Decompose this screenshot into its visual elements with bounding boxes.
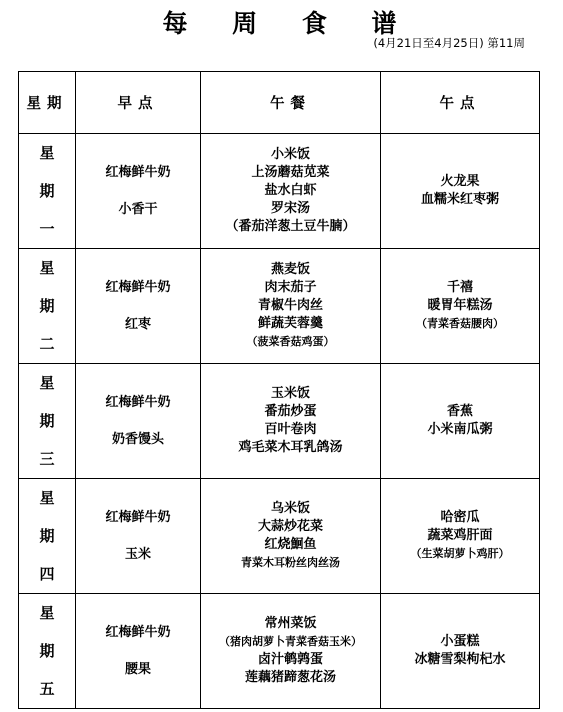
breakfast-cell bbox=[76, 364, 201, 479]
snack-item: （生菜胡萝卜鸡肝） bbox=[410, 547, 510, 560]
lunch-item: 鲜蔬芙蓉羹 bbox=[257, 316, 323, 331]
breakfast-item: 红梅鲜牛奶 bbox=[105, 395, 171, 410]
weekday-char: 期 bbox=[39, 412, 55, 430]
lunch-item: 红烧鮰鱼 bbox=[264, 537, 317, 552]
breakfast-item: 腰果 bbox=[124, 662, 151, 677]
snack-item: 血糯米红枣粥 bbox=[420, 192, 499, 207]
weekly-menu-table bbox=[18, 71, 540, 709]
column-header-weekday: 星期 bbox=[19, 72, 76, 134]
breakfast-item: 红梅鲜牛奶 bbox=[105, 165, 171, 180]
snack-item: 小米南瓜粥 bbox=[427, 422, 493, 437]
snack-item: 暖胃年糕汤 bbox=[427, 298, 493, 313]
breakfast-item: 红梅鲜牛奶 bbox=[105, 625, 171, 640]
column-header-breakfast: 早点 bbox=[76, 72, 201, 134]
weekday-cell bbox=[19, 364, 76, 479]
weekday-char: 期 bbox=[39, 182, 55, 200]
lunch-item: 玉米饭 bbox=[270, 386, 310, 401]
lunch-item: 大蒜炒花菜 bbox=[257, 519, 323, 534]
lunch-item: 常州菜饭 bbox=[264, 616, 317, 631]
snack-item: （青菜香菇腰肉） bbox=[416, 317, 504, 330]
lunch-cell bbox=[201, 134, 381, 249]
snack-cell bbox=[381, 134, 540, 249]
header-row bbox=[19, 72, 540, 134]
date-range-subtitle bbox=[373, 35, 525, 51]
column-header-snack: 午点 bbox=[381, 72, 540, 134]
lunch-item: 青菜木耳粉丝肉丝汤 bbox=[241, 556, 340, 569]
weekday-char: 五 bbox=[39, 680, 55, 698]
lunch-cell bbox=[201, 249, 381, 364]
snack-item: 火龙果 bbox=[440, 174, 480, 189]
lunch-item: （番茄洋葱土豆牛腩） bbox=[225, 219, 356, 234]
lunch-item: 小米饭 bbox=[270, 147, 310, 162]
weekday-char: 星 bbox=[39, 374, 55, 392]
day-row bbox=[19, 249, 540, 364]
breakfast-cell bbox=[76, 479, 201, 594]
weekday-char: 期 bbox=[39, 527, 55, 545]
snack-cell bbox=[381, 249, 540, 364]
lunch-item: 莲藕猪蹄葱花汤 bbox=[244, 670, 336, 685]
breakfast-item: 红梅鲜牛奶 bbox=[105, 510, 171, 525]
day-row bbox=[19, 364, 540, 479]
snack-cell bbox=[381, 364, 540, 479]
breakfast-item: 奶香馒头 bbox=[111, 432, 164, 447]
day-row bbox=[19, 134, 540, 249]
lunch-cell bbox=[201, 479, 381, 594]
snack-item: 蔬菜鸡肝面 bbox=[427, 528, 493, 543]
lunch-item: 卤汁鹌鹑蛋 bbox=[257, 652, 323, 667]
snack-item: 冰糖雪梨枸杞水 bbox=[414, 652, 506, 667]
breakfast-item: 红枣 bbox=[124, 317, 151, 332]
weekday-cell bbox=[19, 594, 76, 709]
snack-cell bbox=[381, 479, 540, 594]
column-header-lunch: 午餐 bbox=[201, 72, 381, 134]
weekday-cell bbox=[19, 479, 76, 594]
lunch-item: 肉末茄子 bbox=[264, 280, 317, 295]
lunch-item: 罗宋汤 bbox=[270, 201, 310, 216]
page-title: 每 周 食 谱 bbox=[162, 9, 415, 38]
lunch-item: 上汤蘑菇苋菜 bbox=[251, 165, 330, 180]
snack-item: 千禧 bbox=[446, 280, 473, 295]
snack-item: 哈密瓜 bbox=[440, 510, 480, 525]
breakfast-item: 红梅鲜牛奶 bbox=[105, 280, 171, 295]
day-row bbox=[19, 479, 540, 594]
week-number: 第11周 bbox=[487, 36, 525, 50]
lunch-item: 青椒牛肉丝 bbox=[257, 298, 323, 313]
breakfast-cell bbox=[76, 594, 201, 709]
breakfast-item: 小香干 bbox=[118, 202, 158, 217]
breakfast-cell bbox=[76, 249, 201, 364]
snack-item: 小蛋糕 bbox=[440, 634, 480, 649]
day-row bbox=[19, 594, 540, 709]
weekday-char: 一 bbox=[39, 220, 55, 238]
breakfast-item: 玉米 bbox=[124, 547, 151, 562]
weekday-char: 星 bbox=[39, 144, 55, 162]
weekday-char: 二 bbox=[39, 335, 55, 353]
breakfast-cell bbox=[76, 134, 201, 249]
date-range: (4月21日至4月25日) bbox=[373, 36, 484, 50]
weekday-cell bbox=[19, 134, 76, 249]
weekday-char: 期 bbox=[39, 297, 55, 315]
lunch-item: 鸡毛菜木耳乳鸽汤 bbox=[238, 440, 343, 455]
lunch-item: 盐水白虾 bbox=[264, 183, 317, 198]
weekday-char: 星 bbox=[39, 604, 55, 622]
weekday-char: 四 bbox=[39, 565, 55, 583]
lunch-item: （菠菜香菇鸡蛋） bbox=[246, 335, 335, 348]
weekday-cell bbox=[19, 249, 76, 364]
lunch-item: 百叶卷肉 bbox=[264, 422, 317, 437]
lunch-cell bbox=[201, 594, 381, 709]
weekday-char: 星 bbox=[39, 489, 55, 507]
weekday-char: 三 bbox=[39, 450, 55, 468]
weekday-char: 星 bbox=[39, 259, 55, 277]
snack-cell bbox=[381, 594, 540, 709]
weekday-char: 期 bbox=[39, 642, 55, 660]
lunch-item: 番茄炒蛋 bbox=[264, 404, 317, 419]
lunch-item: 燕麦饭 bbox=[270, 262, 310, 277]
snack-item: 香蕉 bbox=[446, 404, 473, 419]
lunch-cell bbox=[201, 364, 381, 479]
lunch-item: 乌米饭 bbox=[270, 501, 310, 516]
lunch-item: （猪肉胡萝卜青菜香菇玉米） bbox=[219, 635, 362, 648]
